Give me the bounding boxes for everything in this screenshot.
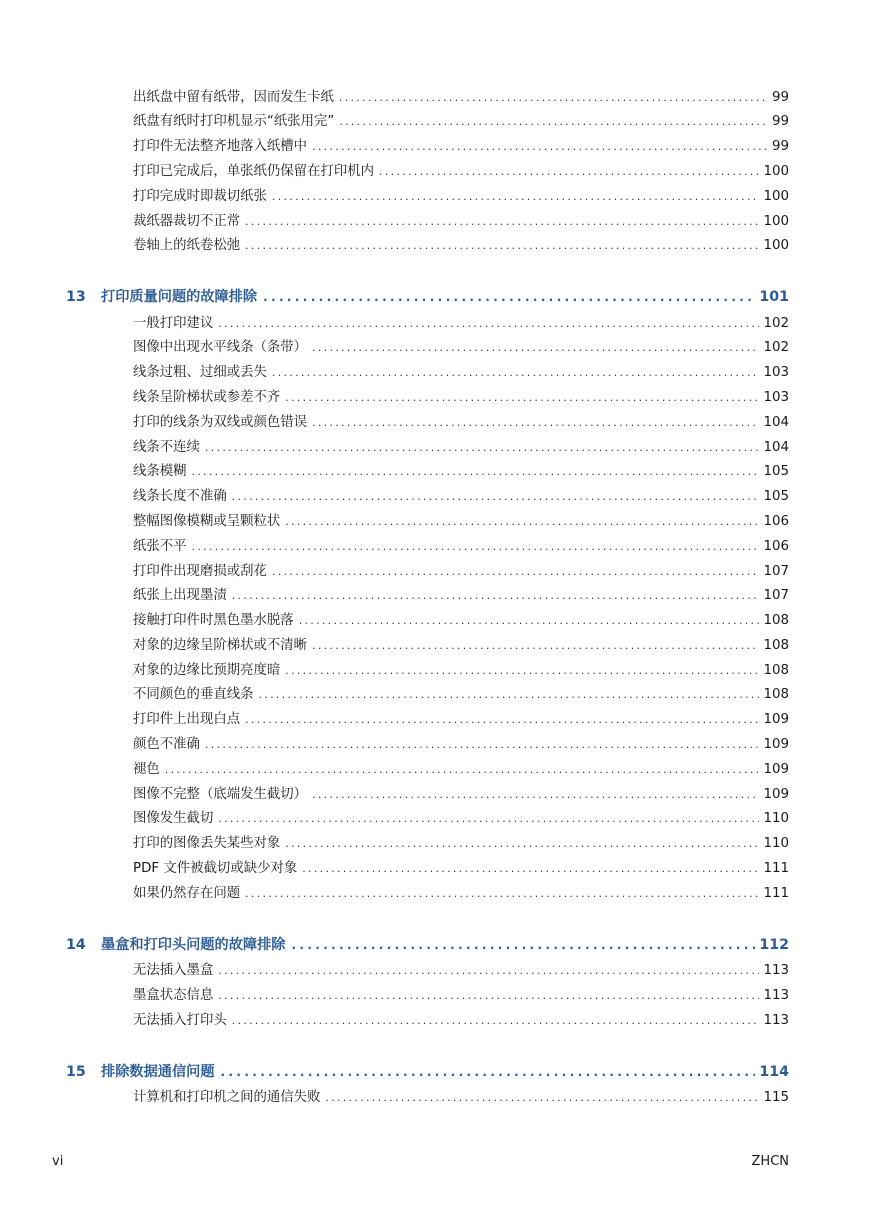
dot-leader xyxy=(285,388,759,408)
toc-entry-title: 打印件无法整齐地落入纸槽中 xyxy=(133,139,308,154)
toc-entry[interactable] xyxy=(133,236,789,256)
toc-entry-title: 如果仍然存在问题 xyxy=(133,886,241,901)
toc-entry[interactable] xyxy=(133,611,789,631)
toc-entry-page: 106 xyxy=(763,539,789,554)
toc-entry-page: 105 xyxy=(763,464,789,479)
dot-leader xyxy=(245,212,759,232)
toc-entry[interactable] xyxy=(133,363,789,383)
toc-entry-title: 打印的图像丢失某些对象 xyxy=(133,836,281,851)
toc-entry-title: 图像不完整（底端发生截切） xyxy=(133,787,308,802)
dot-leader xyxy=(339,88,768,108)
toc-entry-title: 纸张上出现墨渍 xyxy=(133,588,227,603)
footer-page-number: vi xyxy=(52,1154,64,1169)
toc-entry-title: 线条不连续 xyxy=(133,440,200,455)
toc-entry-title: 纸张不平 xyxy=(133,539,187,554)
toc-entry-title: 图像中出现水平线条（条带） xyxy=(133,340,308,355)
toc-entry[interactable] xyxy=(133,413,789,433)
dot-leader xyxy=(218,314,759,334)
toc-entry-page: 100 xyxy=(763,189,789,204)
toc-entry-page: 111 xyxy=(763,886,789,901)
toc-entry-page: 103 xyxy=(763,365,789,380)
toc-entry-title: 墨盒状态信息 xyxy=(133,988,214,1003)
toc-entry[interactable] xyxy=(133,884,789,904)
toc-entry-page: 99 xyxy=(771,90,789,105)
toc-entry[interactable] xyxy=(133,710,789,730)
toc-entry-page: 99 xyxy=(771,114,789,129)
toc-entry[interactable] xyxy=(133,112,789,132)
toc-entry-title: 对象的边缘比预期亮度暗 xyxy=(133,663,281,678)
toc-entry[interactable] xyxy=(133,512,789,532)
toc-entry-page: 113 xyxy=(763,963,789,978)
toc-entry-page: 99 xyxy=(771,139,789,154)
chapter-title: 排除数据通信问题 xyxy=(101,1064,215,1080)
toc-entry-title: 无法插入打印头 xyxy=(133,1013,227,1028)
toc-entry[interactable] xyxy=(133,212,789,232)
dot-leader xyxy=(272,187,760,207)
dot-leader xyxy=(302,859,759,879)
toc-entry-title: 线条模糊 xyxy=(133,464,187,479)
toc-entry-title: 卷轴上的纸卷松弛 xyxy=(133,238,241,253)
toc-entry-page: 109 xyxy=(763,712,789,727)
dot-leader xyxy=(245,884,759,904)
toc-entry[interactable] xyxy=(133,562,789,582)
toc-entry-page: 109 xyxy=(763,737,789,752)
toc-entry[interactable] xyxy=(133,162,789,182)
toc-entry-page: 115 xyxy=(763,1090,789,1105)
toc-entry-page: 103 xyxy=(763,390,789,405)
toc-entry-title: 打印已完成后，单张纸仍保留在打印机内 xyxy=(133,164,375,179)
toc-entry-page: 108 xyxy=(763,638,789,653)
dot-leader xyxy=(325,1088,759,1108)
toc-entry-title: 无法插入墨盒 xyxy=(133,963,214,978)
dot-leader xyxy=(285,834,759,854)
chapter-heading-14[interactable] xyxy=(66,934,789,956)
toc-entry-page: 108 xyxy=(763,687,789,702)
toc-entry[interactable] xyxy=(133,487,789,507)
dot-leader xyxy=(218,809,759,829)
toc-entry-page: 107 xyxy=(763,564,789,579)
chapter-title: 墨盒和打印头问题的故障排除 xyxy=(101,937,286,953)
toc-entry-page: 109 xyxy=(763,762,789,777)
dot-leader xyxy=(218,986,759,1006)
toc-entry[interactable] xyxy=(133,859,789,879)
dot-leader xyxy=(272,363,760,383)
dot-leader xyxy=(232,1011,760,1031)
dot-leader xyxy=(312,413,759,433)
toc-entry-title: 对象的边缘呈阶梯状或不清晰 xyxy=(133,638,308,653)
toc-entry-page: 108 xyxy=(763,663,789,678)
toc-entry-title: 打印完成时即裁切纸张 xyxy=(133,189,267,204)
dot-leader xyxy=(165,760,760,780)
toc-entry-title: 出纸盘中留有纸带，因而发生卡纸 xyxy=(133,90,334,105)
toc-entry[interactable] xyxy=(133,314,789,334)
toc-entry-title: 打印件出现磨损或刮花 xyxy=(133,564,267,579)
dot-leader xyxy=(218,961,759,981)
toc-entry-page: 105 xyxy=(763,489,789,504)
dot-leader xyxy=(285,661,759,681)
dot-leader xyxy=(312,785,759,805)
toc-entry-page: 100 xyxy=(763,214,789,229)
toc-entry-title: 打印件上出现白点 xyxy=(133,712,241,727)
dot-leader xyxy=(232,586,760,606)
chapter-page: 114 xyxy=(759,1064,789,1080)
dot-leader xyxy=(245,236,759,256)
toc-entry-page: 113 xyxy=(763,1013,789,1028)
toc-entry-title: 线条呈阶梯状或参差不齐 xyxy=(133,390,281,405)
toc-entry[interactable] xyxy=(133,462,789,482)
dot-leader xyxy=(221,1061,756,1083)
toc-entry[interactable] xyxy=(133,137,789,157)
toc-entry[interactable] xyxy=(133,187,789,207)
toc-entry[interactable] xyxy=(133,88,789,108)
toc-entry[interactable] xyxy=(133,661,789,681)
toc-entry-title: 裁纸器裁切不正常 xyxy=(133,214,241,229)
toc-entry-page: 113 xyxy=(763,988,789,1003)
dot-leader xyxy=(291,934,755,956)
toc-entry[interactable] xyxy=(133,986,789,1006)
toc-entry-title: 接触打印件时黑色墨水脱落 xyxy=(133,613,294,628)
toc-entry-page: 111 xyxy=(763,861,789,876)
toc-entry-page: 110 xyxy=(763,811,789,826)
dot-leader xyxy=(339,112,768,132)
chapter-title: 打印质量问题的故障排除 xyxy=(101,289,258,305)
toc-entry-page: 104 xyxy=(763,415,789,430)
toc-entry-title: 图像发生截切 xyxy=(133,811,214,826)
toc-entry-page: 106 xyxy=(763,514,789,529)
toc-entry-title: 打印的线条为双线或颜色错误 xyxy=(133,415,308,430)
chapter-number: 15 xyxy=(66,1064,86,1080)
dot-leader xyxy=(312,636,759,656)
toc-entry-title: 褪色 xyxy=(133,762,160,777)
chapter-number: 14 xyxy=(66,937,86,953)
toc-entry-page: 100 xyxy=(763,164,789,179)
toc-entry-page: 107 xyxy=(763,588,789,603)
toc-entry-title: 纸盘有纸时打印机显示“纸张用完” xyxy=(133,114,335,129)
dot-leader xyxy=(285,512,759,532)
toc-entry[interactable] xyxy=(133,537,789,557)
dot-leader xyxy=(192,462,760,482)
chapter-page: 112 xyxy=(759,937,789,953)
dot-leader xyxy=(205,438,759,458)
dot-leader xyxy=(192,537,760,557)
toc-entry[interactable] xyxy=(133,961,789,981)
toc-entry-page: 100 xyxy=(763,238,789,253)
toc-entry-title: PDF 文件被截切或缺少对象 xyxy=(133,861,298,876)
toc-entry-page: 110 xyxy=(763,836,789,851)
dot-leader xyxy=(245,710,759,730)
toc-entry-title: 整幅图像模糊或呈颗粒状 xyxy=(133,514,281,529)
chapter-page: 101 xyxy=(759,289,789,305)
toc-entry-title: 线条过粗、过细或丢失 xyxy=(133,365,267,380)
toc-entry[interactable] xyxy=(133,735,789,755)
dot-leader xyxy=(232,487,760,507)
toc-entry[interactable] xyxy=(133,338,789,358)
toc-entry[interactable] xyxy=(133,636,789,656)
toc-entry-page: 109 xyxy=(763,787,789,802)
dot-leader xyxy=(259,685,760,705)
toc-entry[interactable] xyxy=(133,438,789,458)
toc-entry[interactable] xyxy=(133,388,789,408)
dot-leader xyxy=(272,562,760,582)
dot-leader xyxy=(299,611,760,631)
toc-entry[interactable] xyxy=(133,1088,789,1108)
toc-entry[interactable] xyxy=(133,809,789,829)
chapter-heading-15[interactable] xyxy=(66,1061,789,1083)
dot-leader xyxy=(312,137,768,157)
toc-entry[interactable] xyxy=(133,685,789,705)
toc-entry-title: 颜色不准确 xyxy=(133,737,200,752)
toc-entry-page: 102 xyxy=(763,316,789,331)
dot-leader xyxy=(379,162,759,182)
toc-entry[interactable] xyxy=(133,760,789,780)
dot-leader xyxy=(263,286,755,308)
toc-entry-title: 线条长度不准确 xyxy=(133,489,227,504)
footer-locale-code: ZHCN xyxy=(751,1154,789,1169)
toc-entry-page: 108 xyxy=(763,613,789,628)
toc-entry-title: 一般打印建议 xyxy=(133,316,214,331)
chapter-number: 13 xyxy=(66,289,86,305)
toc-entry-page: 104 xyxy=(763,440,789,455)
toc-entry[interactable] xyxy=(133,1011,789,1031)
chapter-heading-13[interactable] xyxy=(66,286,789,308)
toc-entry[interactable] xyxy=(133,785,789,805)
dot-leader xyxy=(312,338,759,358)
toc-entry-page: 102 xyxy=(763,340,789,355)
toc-entry[interactable] xyxy=(133,834,789,854)
toc-entry[interactable] xyxy=(133,586,789,606)
dot-leader xyxy=(205,735,759,755)
toc-entry-title: 计算机和打印机之间的通信失败 xyxy=(133,1090,321,1105)
toc-entry-title: 不同颜色的垂直线条 xyxy=(133,687,254,702)
